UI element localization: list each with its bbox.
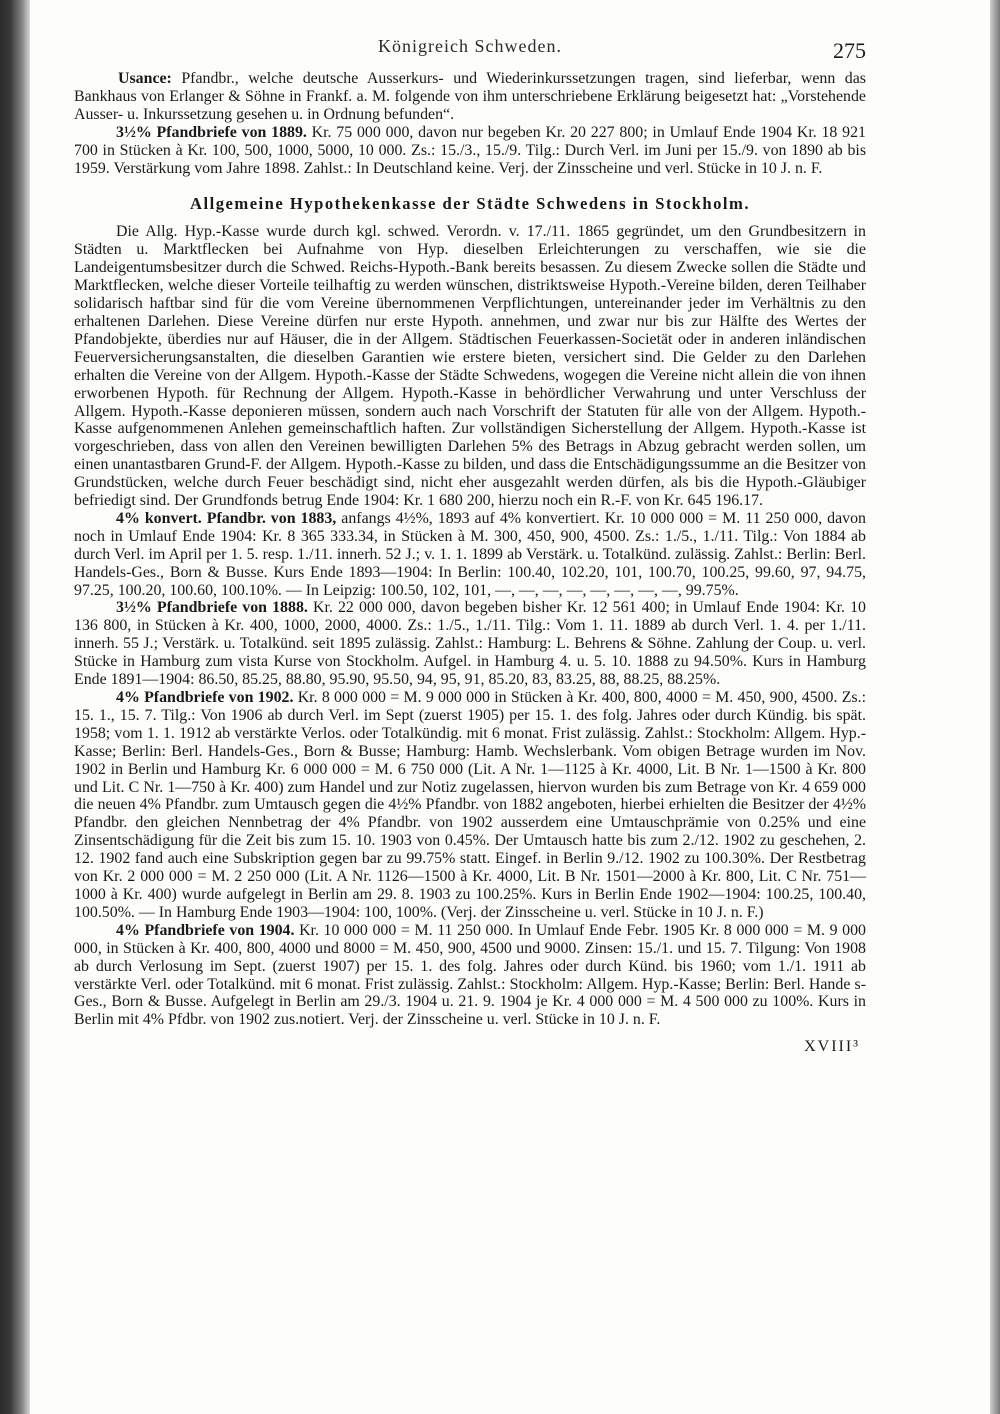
pfandbriefe-1889-text: Kr. 75 000 000, davon nur begeben Kr. 20 227 800; in Umlauf Ende 1904 Kr. 18 921 700 in Stücken à Kr. 100, 500, 1000, 5000, 10 000. Zs.: 15./3., 15./9. Tilg.: Durch Verl. im Juni per 15./9. von 1890 ab bis 1959. Verstärkung vom Jahre 1898. Zahlst.: In Deutschland keine. Verj. der Zinsscheine und verl. Stücke in 10 J. n. F. bbox=[74, 123, 866, 177]
pfandbr-1883-text: anfangs 4½%, 1893 auf 4% konvertiert. Kr. 10 000 000 = M. 11 250 000, davon noch in Umlauf Ende 1904: Kr. 8 365 333.34, in Stücken à M. 300, 450, 900, 4500. Zs.: 1./5., 1./11. Tilg.: Von 1884 ab durch Verl. im April per 1. 5. resp. 1./11. innerh. 52 J.; v. 1. 1. 1899 ab Verstärk. u. Totalkünd. zulässig. Zahlst.: Berlin: Berl. Handels-Ges., Born & Busse. Kurs Ende 1893—1904: In Berlin: 100.40, 102.20, 101, 100.70, 100.25, 99.60, 97, 94.75, 97.25, 100.20, 100.60, 100.10%. — In Leipzig: 100.50, 102, 101, —, —, —, —, —, —, —, —, 99.75%. bbox=[74, 509, 866, 599]
pfandbriefe-1888-paragraph bbox=[74, 599, 866, 689]
scan-right-edge bbox=[990, 0, 1000, 1414]
pfandbriefe-1904-label: 4% Pfandbriefe von 1904. bbox=[116, 921, 295, 939]
section-intro-paragraph: Die Allg. Hyp.-Kasse wurde durch kgl. schwed. Verordn. v. 17./11. 1865 gegründet, um den Grundbesitzern in Städten u. Marktflecken bei Aufnahme von Hyp. dieselben Erleichterungen zu verschaffen, wie sie die Landeigentumsbesitzer durch die Schwed. Reichs-Hypoth.-Bank bereits besassen. Zu diesem Zwecke sollen die Städte und Marktflecken, welche dieser Vorteile teilhaftig zu werden wünschen, distriktsweise Hypoth.-Vereine bilden, deren Teilhaber solidarisch haftbar sind für die vom Vereine übernommenen Verpflichtungen, untereinander jeder im Verhältnis zu den erhaltenen Darlehen. Diese Vereine dürfen nur erste Hypoth. annehmen, und zwar nur bis zur Hälfte des Wertes der Pfandobjekte, überdies nur auf Häuser, die in der Allgem. Städtischen Feuerkassen-Societät oder in anderen inländischen Feuerversicherungsanstalten, die dieselben Garantien wie erstere bieten, versichert sind. Die Gelder zu den Darlehen erhalten die Vereine von der Allgem. Hypoth.-Kasse der Städte Schwedens, wogegen die Vereine nicht allein die von ihnen erworbenen Hypoth. für Rechnung der Allgem. Hypoth.-Kasse in behördlicher Verwahrung und unter Verschluss der Allgem. Hypoth.-Kasse deponieren müssen, sondern auch nach Vorschrift der Statuten für alle von der Allgem. Hypoth.-Kasse aufgenommenen Anlehen gemeinschaftlich haften. Zur vollständigen Sicherstellung der Allgem. Hypoth.-Kasse ist vorgeschrieben, dass von allen den Vereinen bewilligten Darlehen 5% des Betrags in Abzug gebracht werden sollen, um einen unantastbaren Grund-F. der Allgem. Hypoth.-Kasse zu bilden, und dass die Entschädigungssumme an die Besitzer von Grundstücken, welche durch Feuer beschädigt sind, nicht eher ausgezahlt werden dürfen, als bis die Hypoth.-Gläubiger befriedigt sind. Der Grundfonds betrug Ende 1904: Kr. 1 680 200, hierzu noch ein R.-F. von Kr. 645 196.17. bbox=[74, 223, 866, 510]
pfandbr-1883-paragraph bbox=[74, 510, 866, 600]
pfandbriefe-1888-text: Kr. 22 000 000, davon begeben bisher Kr. 12 561 400; in Umlauf Ende 1904: Kr. 10 136 800, in Stücken à Kr. 400, 1000, 2000, 4000. Zs.: 1./5., 1./11. Tilg.: Vom 1. 11. 1889 ab durch Verl. 1. 4. per 1./11. innerh. 55 J.; Verstärk. u. Totalkünd. seit 1895 zulässig. Zahlst.: Hamburg: L. Behrens & Söhne. Zahlung der Coup. u. verl. Stücke in Hamburg zum vista Kurse von Stockholm. Aufgel. in Hamburg 4. u. 5. 10. 1888 zu 94.50%. Kurs in Hamburg Ende 1891—1904: 86.50, 85.25, 88.80, 95.90, 95.50, 94, 95, 91, 85.20, 83, 83.25, 88, 88.25, 88.25%. bbox=[74, 599, 866, 689]
section-heading: Allgemeine Hypothekenkasse der Städte Schwedens in Stockholm. bbox=[190, 194, 750, 214]
running-head bbox=[74, 30, 866, 70]
pfandbriefe-1889-paragraph bbox=[74, 124, 866, 178]
book-page bbox=[74, 30, 866, 1056]
pfandbriefe-1904-paragraph bbox=[74, 922, 866, 1029]
pfandbriefe-1902-label: 4% Pfandbriefe von 1902. bbox=[116, 689, 294, 706]
page-number: 275 bbox=[833, 38, 866, 63]
pfandbriefe-1888-label: 3½% Pfandbriefe von 1888. bbox=[116, 599, 308, 617]
pfandbriefe-1902-text: Kr. 8 000 000 = M. 9 000 000 in Stücken à Kr. 400, 800, 4000 = M. 450, 900, 4500. Zs.: 15. 1., 15. 7. Tilg.: Von 1906 ab durch Verl. im Sept (zuerst 1905) per 15. 1. des folg. Jahres oder durch Kündig. bis spät. 1958; vom 1. 1. 1912 ab verstärkte Verlos. oder Totalkündig. mit 6 monat. Frist zulässig. Zahlst.: Stockholm: Allgem. Hyp.-Kasse; Berlin: Berl. Handels-Ges., Born & Busse; Hamburg: Hamb. Wechslerbank. Vom obigen Betrage wurden im Nov. 1902 in Berlin und Hamburg Kr. 6 000 000 = M. 6 750 000 (Lit. A Nr. 1—1125 à Kr. 4000, Lit. B Nr. 1—1500 à Kr. 800 und Lit. C Nr. 1—750 à Kr. 400) zum Handel und zur Notiz zugelassen, hiervon wurden bis zum Betrage von Kr. 4 659 000 die neuen 4% Pfandbr. zum Umtausch gegen die 4½% Pfandbr. von 1882 angeboten, hierbei erhielten die Besitzer der 4½% Pfandbr. den gleichen Nennbetrag der 4% Pfandbr. von 1902 ausserdem eine Umtauschprämie von 0.25% und eine Zinsentschädigung für die Zeit bis zum 15. 10. 1903 von 0.45%. Der Umtausch hatte bis zum 2./12. 1902 zu geschehen, 2. 12. 1902 fand auch eine Subskription gegen bar zu 99.75% statt. Eingef. in Berlin 9./12. 1902 zu 100.30%. Der Restbetrag von Kr. 2 000 000 = M. 2 250 000 (Lit. A Nr. 1126—1500 à Kr. 4000, Lit. B Nr. 1501—2000 à Kr. 800, Lit. C Nr. 751—1000 à Kr. 400) wurde aufgelegt in Berlin am 29. 8. 1903 zu 100.25%. Kurs in Berlin Ende 1902—1904: 100.25, 100.40, 100.50%. — In Hamburg Ende 1903—1904: 100, 100%. (Verj. der Zinsscheine u. verl. Stücke in 10 J. n. F.) bbox=[74, 689, 866, 921]
pfandbriefe-1902-paragraph bbox=[74, 689, 866, 922]
usance-label: Usance: bbox=[118, 70, 172, 87]
usance-text: Pfandbr., welche deutsche Ausserkurs- und Wiederinkurssetzungen tragen, sind lieferbar, wenn das Bankhaus von Erlanger & Söhne in Frankf. a. M. folgende von ihm unterschriebene Erklärung beigesetzt hat: „Vorstehende Ausser- u. Inkurssetzung gesehen u. in Ordnung befunden“. bbox=[74, 70, 866, 123]
usance-paragraph bbox=[74, 70, 866, 124]
pfandbr-1883-label: 4% konvert. Pfandbr. von 1883, bbox=[116, 509, 337, 527]
scan-binding-shadow bbox=[0, 0, 30, 1414]
pfandbriefe-1904-text: Kr. 10 000 000 = M. 11 250 000. In Umlauf Ende Febr. 1905 Kr. 8 000 000 = M. 9 000 000, in Stücken à Kr. 400, 800, 4000 und 8000 = M. 450, 900, 4500 und 9000. Zinsen: 15./1. und 15. 7. Tilgung: Von 1908 ab durch Verlosung im Sept. (zuerst 1907) per 15. 1. des folg. Jahres oder durch Künd. bis 1960; vom 1./1. 1911 ab verstärkte Verl. oder Totalkünd. mit 6 monat. Frist zulässig. Zahlst.: Stockholm: Allgem. Hyp.-Kasse; Berlin: Berl. Hande s-Ges., Born & Busse. Aufgelegt in Berlin am 29./3. 1904 u. 21. 9. 1904 je Kr. 4 000 000 = M. 4 500 000 zu 100%. Kurs in Berlin mit 4% Pfdbr. von 1902 zus.notiert. Verj. der Zinsscheine u. verl. Stücke in 10 J. n. F. bbox=[74, 921, 867, 1029]
running-title: Königreich Schweden. bbox=[378, 36, 562, 56]
pfandbriefe-1889-label: 3½% Pfandbriefe von 1889. bbox=[116, 123, 307, 141]
printer-signature-mark: XVIII³ bbox=[804, 1038, 860, 1056]
